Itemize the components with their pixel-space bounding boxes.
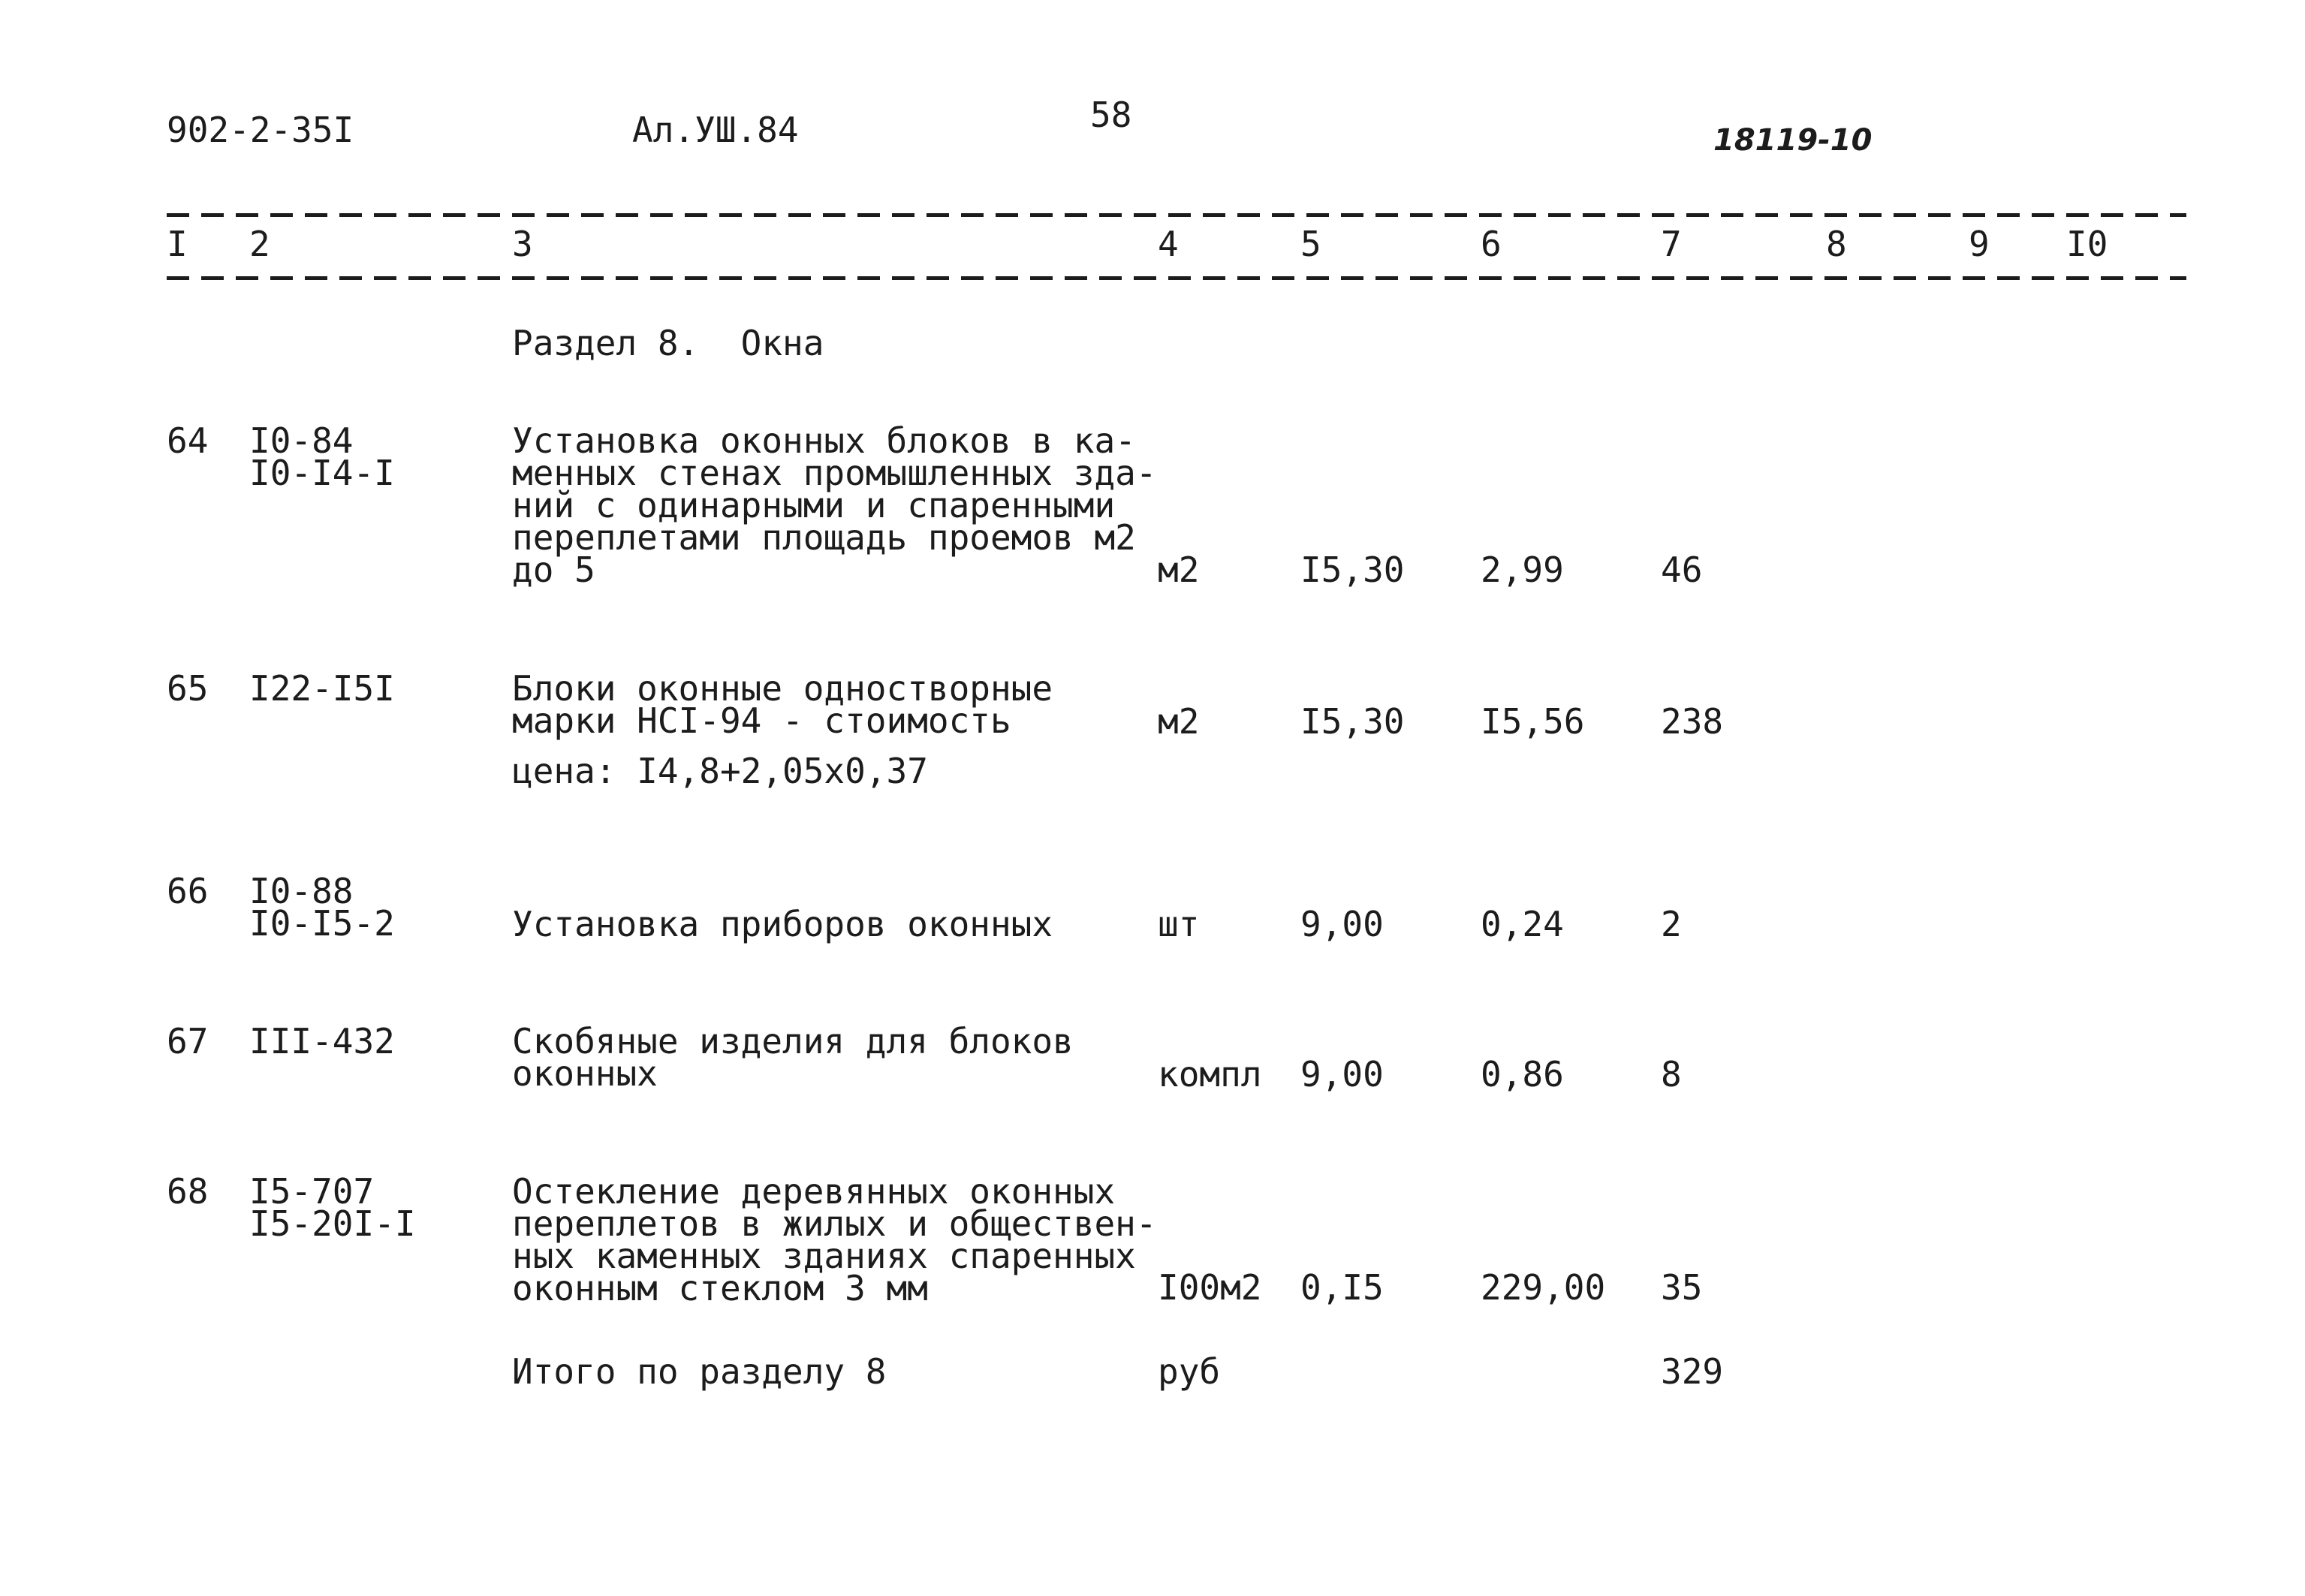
row-number: 64 bbox=[167, 420, 209, 461]
row-number: 67 bbox=[167, 1021, 209, 1061]
work-description: Блоки оконные одностворные марки НСI-94 - стоимость bbox=[512, 668, 1053, 741]
album-number: Ал.УШ.84 bbox=[632, 110, 799, 150]
norm-code: I5-707 I5-20I-I bbox=[249, 1171, 416, 1244]
col-header-2: 2 bbox=[249, 224, 270, 264]
unit: шт bbox=[1158, 904, 1200, 944]
unit-price: I5,56 bbox=[1481, 701, 1585, 742]
col-header-7: 7 bbox=[1661, 224, 1682, 264]
total-cost: 46 bbox=[1661, 550, 1703, 590]
quantity: 9,00 bbox=[1300, 1054, 1384, 1095]
unit-price: 0,24 bbox=[1481, 904, 1564, 944]
quantity: 0,I5 bbox=[1300, 1267, 1384, 1308]
unit: I00м2 bbox=[1158, 1267, 1262, 1308]
document-code: 902-2-35I bbox=[167, 110, 354, 150]
col-header-10: I0 bbox=[2066, 224, 2108, 264]
unit-price: 229,00 bbox=[1481, 1267, 1606, 1308]
work-description: Остекление деревянных оконных переплетов в жилых и обществен- ных каменных зданиях спаренных оконным стеклом 3 мм bbox=[512, 1171, 1157, 1308]
total-cost: 238 bbox=[1661, 701, 1724, 742]
col-header-5: 5 bbox=[1300, 224, 1321, 264]
row-number: 65 bbox=[167, 668, 209, 709]
summary-unit: руб bbox=[1158, 1351, 1221, 1392]
col-header-9: 9 bbox=[1969, 224, 1990, 264]
col-header-6: 6 bbox=[1481, 224, 1502, 264]
unit-price: 2,99 bbox=[1481, 550, 1564, 590]
unit: м2 bbox=[1158, 701, 1200, 742]
page-number: 58 bbox=[1090, 95, 1132, 135]
col-header-4: 4 bbox=[1158, 224, 1179, 264]
unit-price: 0,86 bbox=[1481, 1054, 1564, 1095]
quantity: 9,00 bbox=[1300, 904, 1384, 944]
unit: компл bbox=[1158, 1054, 1262, 1095]
quantity: I5,30 bbox=[1300, 701, 1405, 742]
section-title: Раздел 8. Окна bbox=[512, 323, 824, 363]
unit: м2 bbox=[1158, 550, 1200, 590]
quantity: I5,30 bbox=[1300, 550, 1405, 590]
bottom-dashed-rule bbox=[167, 276, 2186, 280]
row-number: 68 bbox=[167, 1171, 209, 1212]
row-number: 66 bbox=[167, 871, 209, 911]
norm-code: I0-84 I0-I4-I bbox=[249, 420, 395, 493]
col-header-8: 8 bbox=[1826, 224, 1847, 264]
total-cost: 2 bbox=[1661, 904, 1682, 944]
norm-code: I22-I5I bbox=[249, 668, 395, 709]
price-note: цена: I4,8+2,05x0,37 bbox=[512, 751, 928, 791]
col-header-3: 3 bbox=[512, 224, 533, 264]
total-cost: 35 bbox=[1661, 1267, 1703, 1308]
work-description: Скобяные изделия для блоков оконных bbox=[512, 1021, 1074, 1094]
summary-label: Итого по разделу 8 bbox=[512, 1351, 887, 1392]
total-cost: 8 bbox=[1661, 1054, 1682, 1095]
col-header-1: I bbox=[167, 224, 188, 264]
handwritten-stamp: 18119-10 bbox=[1713, 123, 1873, 158]
summary-total: 329 bbox=[1661, 1351, 1724, 1392]
norm-code: III-432 bbox=[249, 1021, 395, 1061]
norm-code: I0-88 I0-I5-2 bbox=[249, 871, 395, 944]
work-description: Установка приборов оконных bbox=[512, 904, 1053, 944]
top-dashed-rule bbox=[167, 213, 2186, 217]
work-description: Установка оконных блоков в ка- менных стенах промышленных зда- ний с одинарными и спаренными переплетами площадь проемов м2 до 5 bbox=[512, 420, 1157, 590]
